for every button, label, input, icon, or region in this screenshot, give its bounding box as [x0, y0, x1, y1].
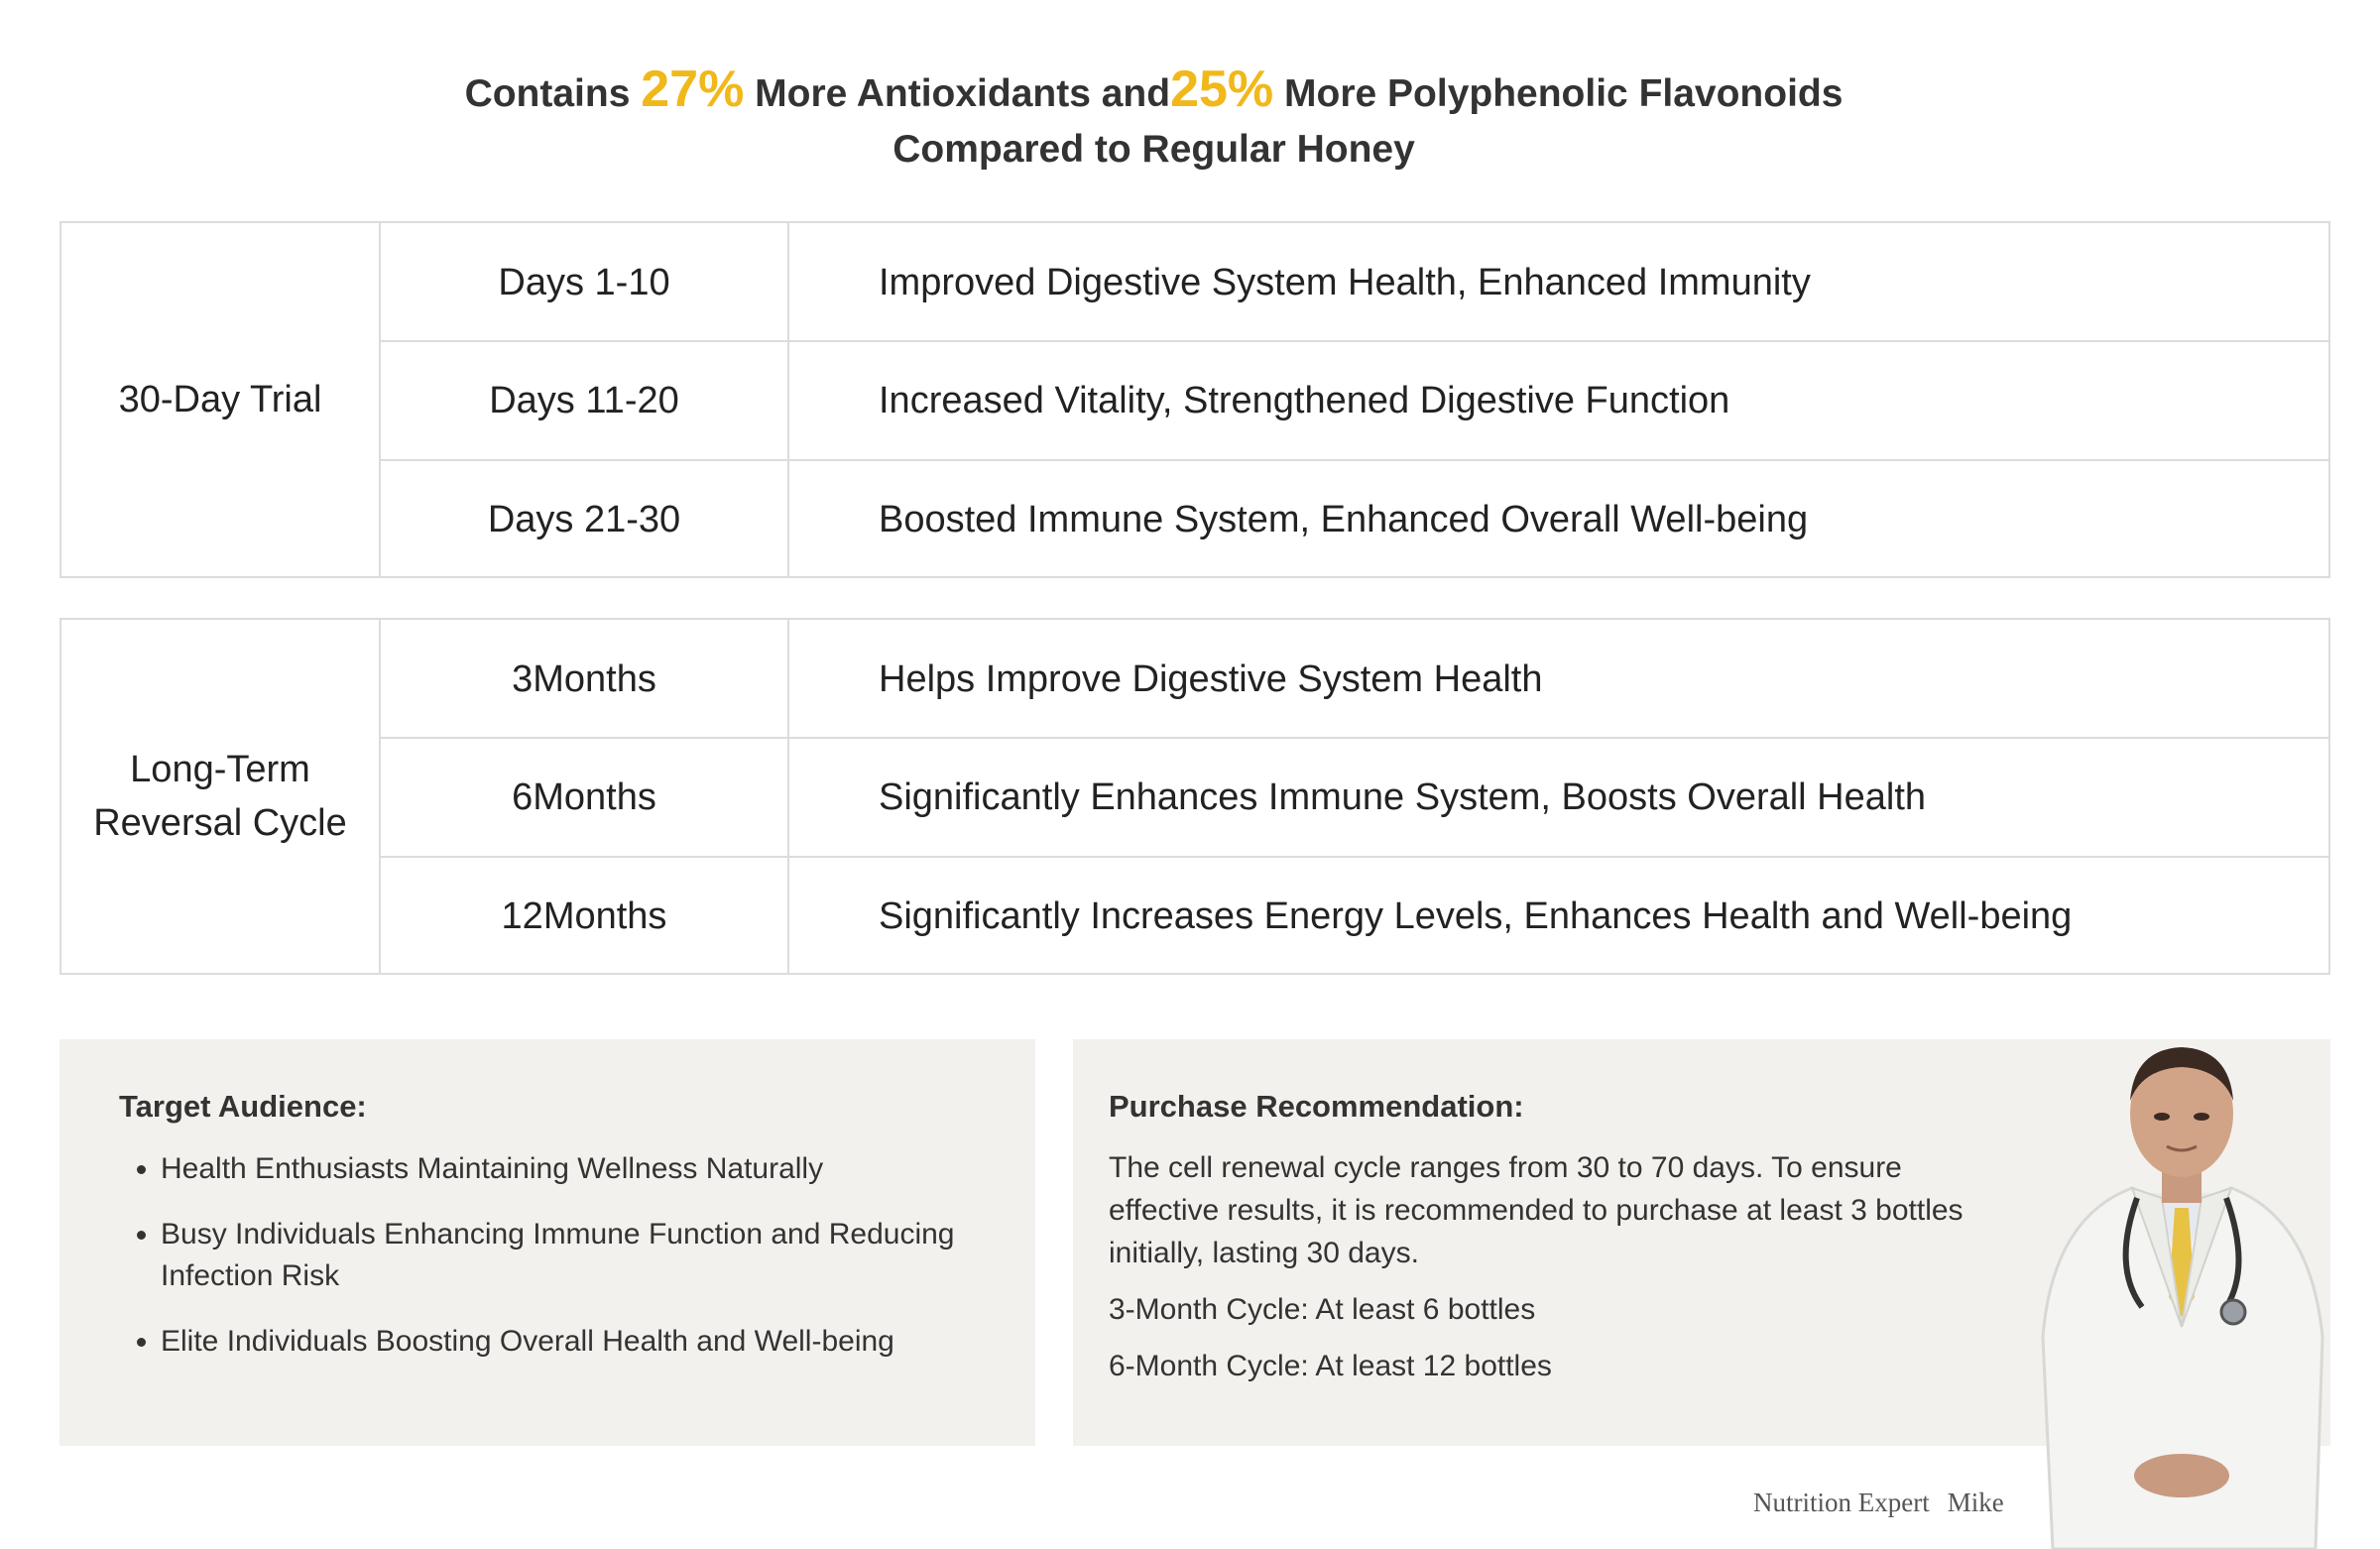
longterm-group-line1: Long-Term — [130, 749, 310, 790]
period-cell: Days 1-10 — [381, 223, 789, 342]
period-cell: 12Months — [381, 858, 789, 975]
table-row — [381, 223, 2328, 342]
antioxidant-percent: 27% — [641, 60, 745, 118]
period-cell: 3Months — [381, 620, 789, 739]
list-item: • Elite Individuals Boosting Overall Health and Well-being — [161, 1321, 976, 1363]
list-item: • Health Enthusiasts Maintaining Wellness Naturally — [161, 1148, 976, 1190]
period-cell: Days 21-30 — [381, 461, 789, 578]
longterm-group-label — [61, 620, 381, 973]
trial-table — [60, 221, 2330, 578]
expert-caption — [1753, 1488, 2004, 1518]
flavonoid-percent: 25% — [1170, 60, 1274, 118]
longterm-table — [60, 618, 2330, 975]
expert-name: Mike — [1947, 1488, 2004, 1517]
expert-role: Nutrition Expert — [1753, 1488, 1930, 1517]
benefit-cell: Helps Improve Digestive System Health — [879, 657, 1543, 700]
purchase-cycle-6: 6-Month Cycle: At least 12 bottles — [1109, 1350, 1552, 1382]
audience-card — [60, 1039, 1035, 1446]
benefit-cell: Boosted Immune System, Enhanced Overall Well-being — [879, 498, 1809, 540]
audience-list — [119, 1148, 976, 1386]
purchase-intro: The cell renewal cycle ranges from 30 to 70 days. To ensure effective results, it is recommended to purchase at least 3 bottles initially, lasting 30 days. — [1109, 1151, 1964, 1269]
headline-line2: Compared to Regular Honey — [892, 128, 1415, 171]
purchase-text — [1109, 1146, 1981, 1401]
trial-group-label: 30-Day Trial — [61, 223, 381, 576]
purchase-title: Purchase Recommendation: — [1109, 1089, 1524, 1124]
table-row — [381, 340, 2328, 459]
table-row — [381, 620, 2328, 739]
benefit-cell: Significantly Increases Energy Levels, Enhances Health and Well-being — [879, 894, 2073, 937]
period-cell: 6Months — [381, 739, 789, 856]
table-row — [381, 856, 2328, 975]
purchase-cycle-3: 3-Month Cycle: At least 6 bottles — [1109, 1293, 1536, 1326]
audience-title: Target Audience: — [119, 1089, 367, 1124]
longterm-group-line2: Reversal Cycle — [93, 802, 347, 844]
antioxidant-text: More Antioxidants and — [755, 72, 1171, 115]
table-row — [381, 459, 2328, 578]
period-cell: Days 11-20 — [381, 342, 789, 459]
list-item: • Busy Individuals Enhancing Immune Function and Reducing Infection Risk — [161, 1214, 976, 1297]
benefit-cell: Significantly Enhances Immune System, Boosts Overall Health — [879, 775, 1927, 818]
headline — [0, 61, 2308, 178]
doctor-photo — [2013, 1010, 2350, 1549]
benefit-cell: Improved Digestive System Health, Enhanced Immunity — [879, 261, 1811, 303]
benefit-cell: Increased Vitality, Strengthened Digestive Function — [879, 379, 1730, 421]
flavonoid-text: More Polyphenolic Flavonoids — [1284, 72, 1844, 115]
headline-prefix: Contains — [464, 72, 631, 115]
table-row — [381, 737, 2328, 856]
